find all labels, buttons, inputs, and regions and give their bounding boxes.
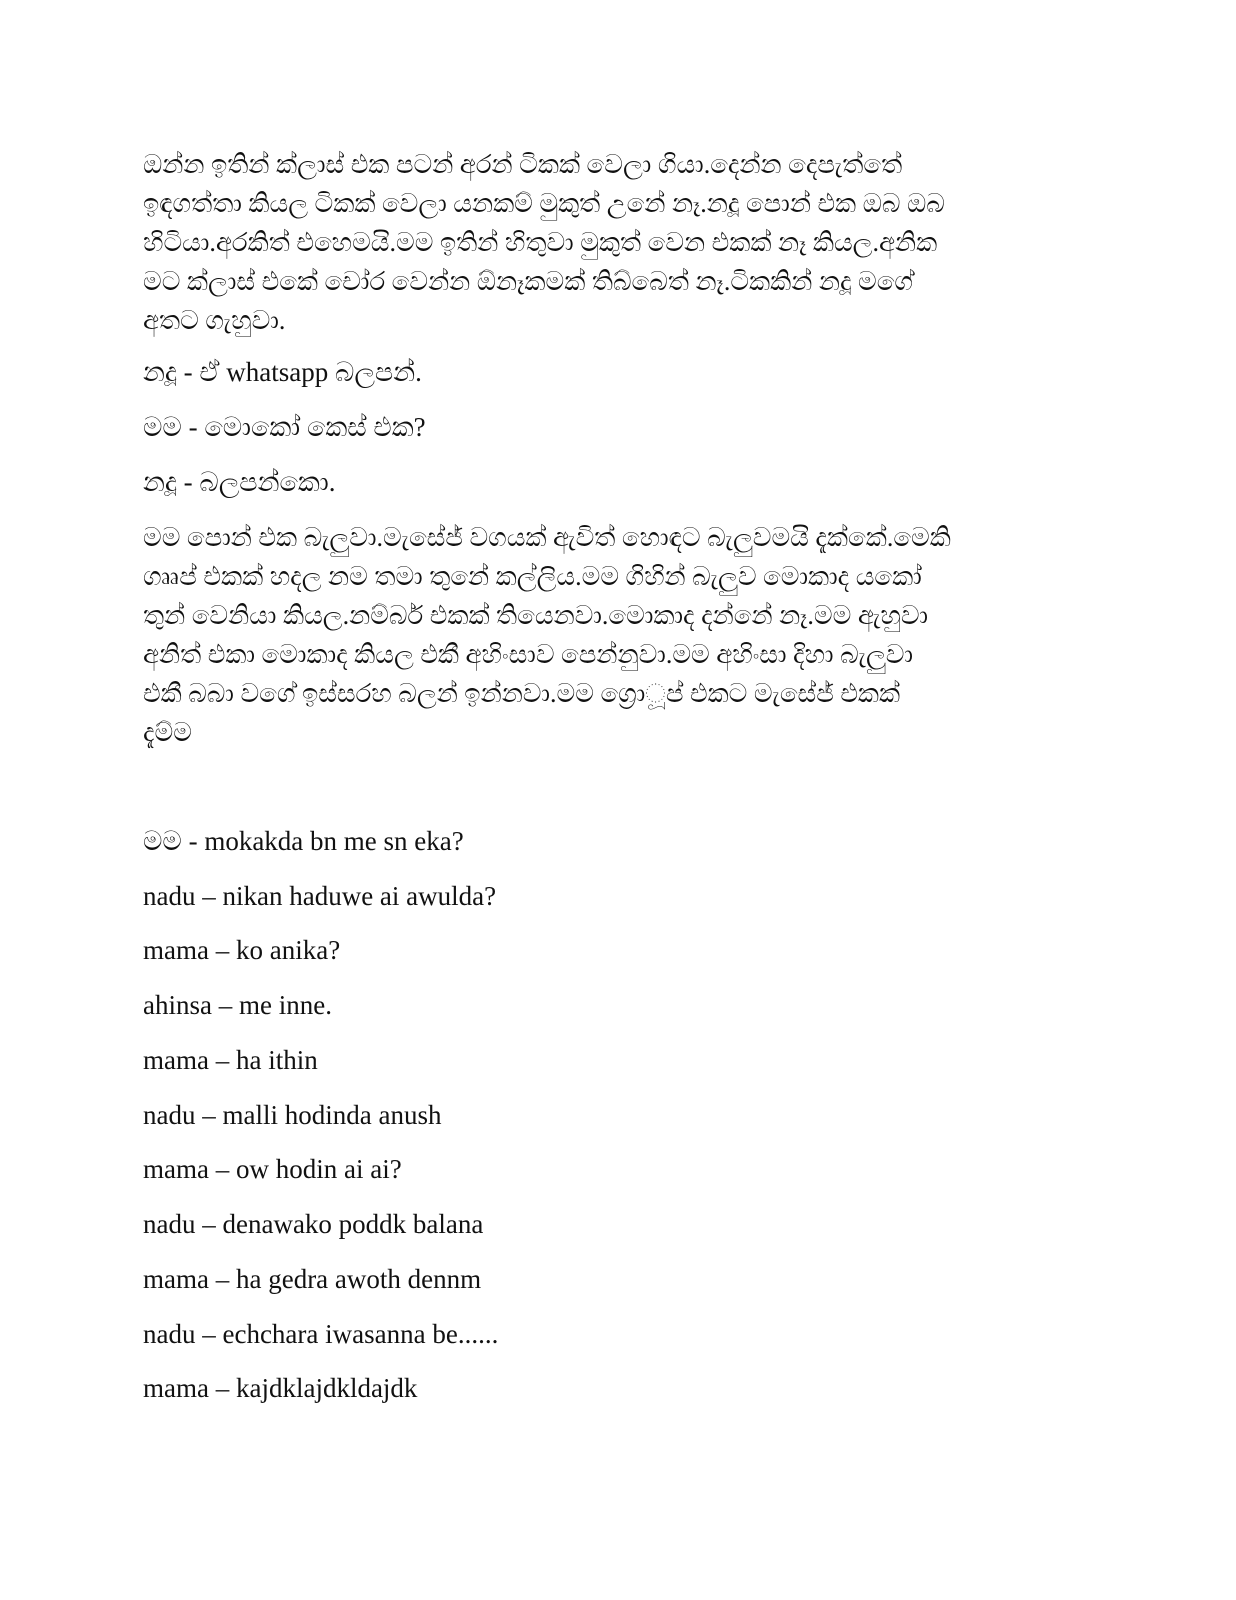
chat-line: nadu – echchara iwasanna be...... [143, 1319, 499, 1349]
chat-line: mama – ow hodin ai ai? [143, 1154, 402, 1184]
chat-line: mama – ha gedra awoth dennm [143, 1264, 482, 1294]
dialogue-line: මම - මොකෝ කෙස් එක? [143, 412, 426, 442]
chat-line: nadu – denawako poddk balana [143, 1209, 484, 1239]
chat-line: nadu – malli hodinda anush [143, 1100, 442, 1130]
dialogue-line: නදූ - ඒ whatsapp බලපන්. [143, 357, 422, 387]
chat-line: mama – ko anika? [143, 935, 341, 965]
story-paragraph: මම පොන් එක බැලුවා.මැසේජ් වගයක් ඇවිත් හොඳට බැලුවමයි දැක්කේ.මෙකි ගෲප් එකක් හදල නම තමා තුනේ කල්ලිය.මම ගිහින් බැලුව මොකාද යකෝ තුන් වෙනියා කියල.නම්බර් එකක් තියෙනවා.මොකාද දන්නේ නෑ.මම ඇහුවා අනිත් එකා මොකාද කියල එකී අහිංසාව පෙන්නුවා.මම අහිංසා දිහා බැලුවා එකී බබා වගේ ඉස්සරහ බලන් ඉන්නවා.මම ග්‍රොූප් එකට මැසේජ් එකක් දැම්ම [143, 523, 951, 747]
chat-line: මම - mokakda bn me sn eka? [143, 826, 464, 856]
chat-line: mama – ha ithin [143, 1045, 318, 1075]
chat-line: mama – kajdklajdkldajdk [143, 1373, 418, 1403]
chat-line: nadu – nikan haduwe ai awulda? [143, 881, 497, 911]
chat-line: ahinsa – me inne. [143, 990, 332, 1020]
story-paragraph: ඔන්න ඉතින් ක්ලාස් එක පටන් අරන් ටිකක් වෙලා ගියා.දෙන්න දෙපැත්තේ ඉඳගත්තා කියල ටිකක් වෙලා යනකම් මුකුත් උනේ නෑ.නදූ පොන් එක ඔබ ඔබ හිටියා.අරකිත් එහෙමයි.මම ඉතින් හිතුවා මුකුත් වෙන එකක් නෑ කියල.අනික මට ක්ලාස් එකේ චෝර වෙන්න ඕනෑකමක් තිබ්බෙත් නෑ.ටිකකින් නදූ මගේ අතට ගැහුවා. [143, 150, 945, 335]
dialogue-line: නදූ - බලපන්කො. [143, 467, 336, 497]
